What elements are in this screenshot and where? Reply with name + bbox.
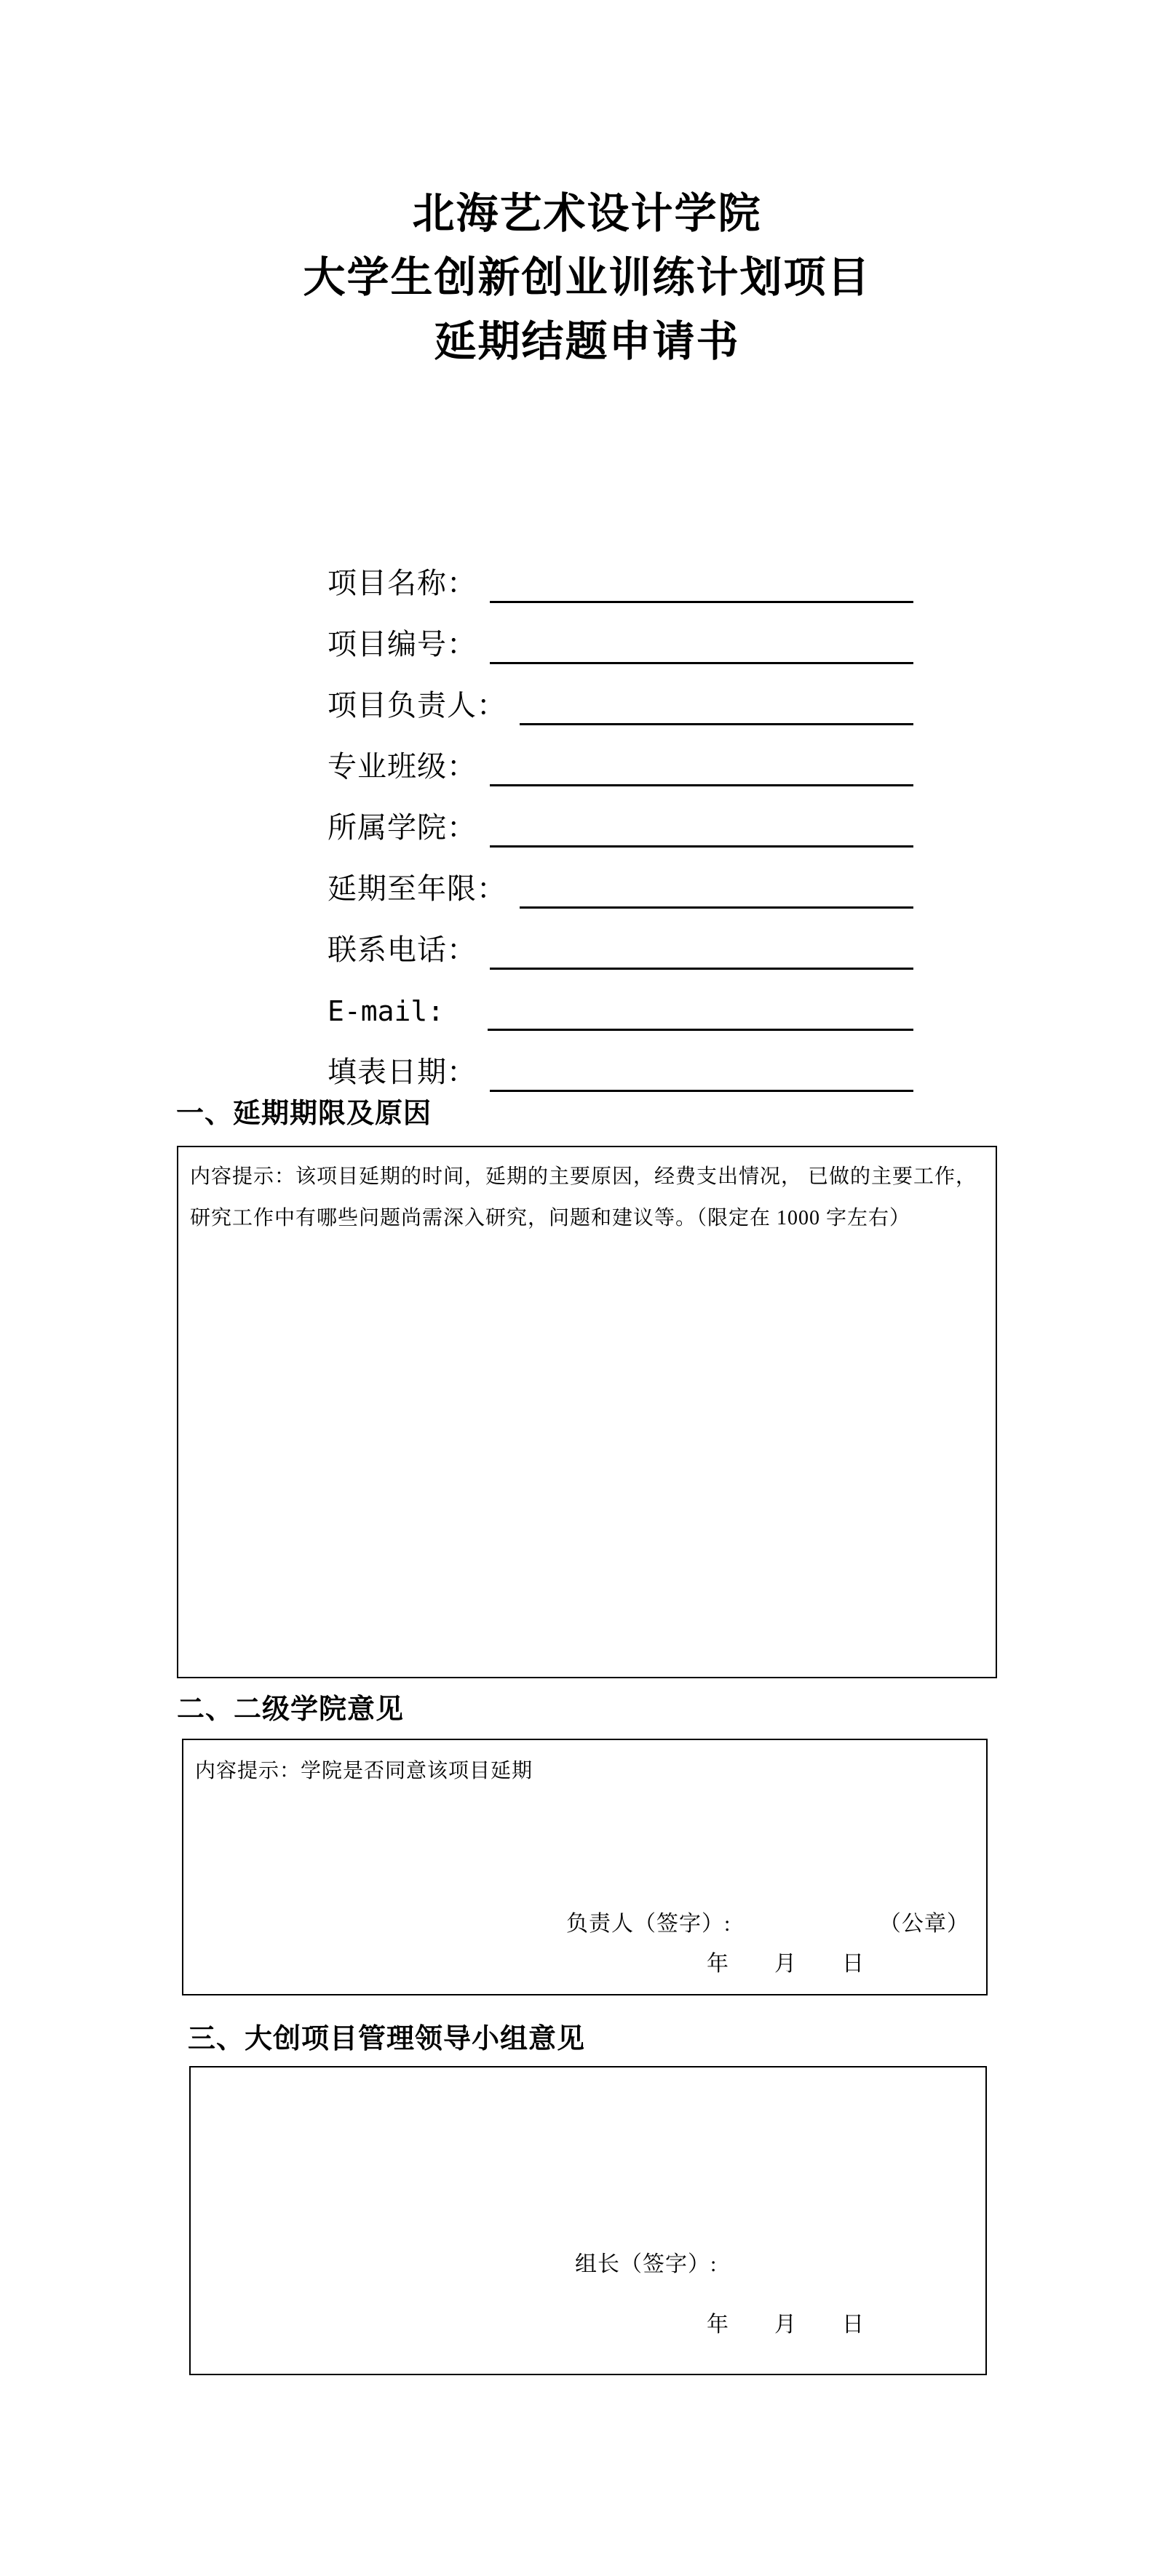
section1-heading: 一、延期期限及原因 <box>176 1098 432 1129</box>
college-fill-line[interactable] <box>490 800 913 848</box>
field-row-college <box>328 800 913 861</box>
field-row-phone <box>328 922 913 984</box>
document-title <box>177 182 997 374</box>
section2-heading: 二、二级学院意见 <box>177 1694 405 1725</box>
extension-deadline-fill-line[interactable] <box>520 861 913 909</box>
section2-hint-text: 内容提示：学院是否同意该项目延期 <box>195 1760 533 1782</box>
extension-deadline-label: 延期至年限： <box>328 873 507 905</box>
section2-content-box[interactable] <box>182 1739 988 1995</box>
section3-signature-line <box>575 2252 717 2277</box>
project-number-label: 项目编号： <box>328 629 477 661</box>
fill-date-fill-line[interactable] <box>490 1045 913 1092</box>
major-class-label: 专业班级： <box>328 751 477 783</box>
field-row-major-class <box>328 739 913 800</box>
project-name-fill-line[interactable] <box>490 556 913 603</box>
section1-content-box[interactable] <box>177 1146 997 1678</box>
section3-heading: 三、大创项目管理领导小组意见 <box>188 2024 586 2054</box>
college-label: 所属学院： <box>328 812 477 844</box>
section3-date-line: 年 月 日 <box>707 2313 865 2337</box>
section2-seal-label: （公章） <box>878 1912 969 1936</box>
project-name-label: 项目名称： <box>328 567 477 599</box>
project-leader-label: 项目负责人： <box>328 690 507 722</box>
field-row-email <box>328 984 913 1045</box>
phone-fill-line[interactable] <box>490 922 913 970</box>
section3-content-box[interactable] <box>189 2066 987 2375</box>
section1-hint-text: 内容提示：该项目延期的时间，延期的主要原因，经费支出情况， 已做的主要工作，研究工作中有哪些问题尚需深入研究，问题和建议等。（限定在 1000 字左右） <box>190 1165 977 1229</box>
email-label: E-mail: <box>328 995 445 1027</box>
project-leader-fill-line[interactable] <box>520 678 913 725</box>
section2-signature-line <box>566 1912 969 1937</box>
project-number-fill-line[interactable] <box>490 617 913 664</box>
section2-sign-label: 负责人（签字）: <box>566 1912 731 1936</box>
cover-fields <box>328 556 913 1106</box>
section2-date-line: 年 月 日 <box>707 1952 865 1976</box>
field-row-extension-deadline <box>328 861 913 922</box>
document-title-line3: 延期结题申请书 <box>434 318 740 365</box>
phone-label: 联系电话： <box>328 934 477 966</box>
email-fill-line[interactable] <box>488 984 913 1031</box>
document-title-line2: 大学生创新创业训练计划项目 <box>303 254 871 301</box>
field-row-project-name <box>328 556 913 617</box>
document-title-line1: 北海艺术设计学院 <box>412 190 762 237</box>
fill-date-label: 填表日期： <box>328 1056 477 1088</box>
major-class-fill-line[interactable] <box>490 739 913 786</box>
section3-sign-label: 组长（签字）: <box>575 2252 718 2276</box>
field-row-project-leader <box>328 678 913 739</box>
field-row-project-number <box>328 617 913 678</box>
